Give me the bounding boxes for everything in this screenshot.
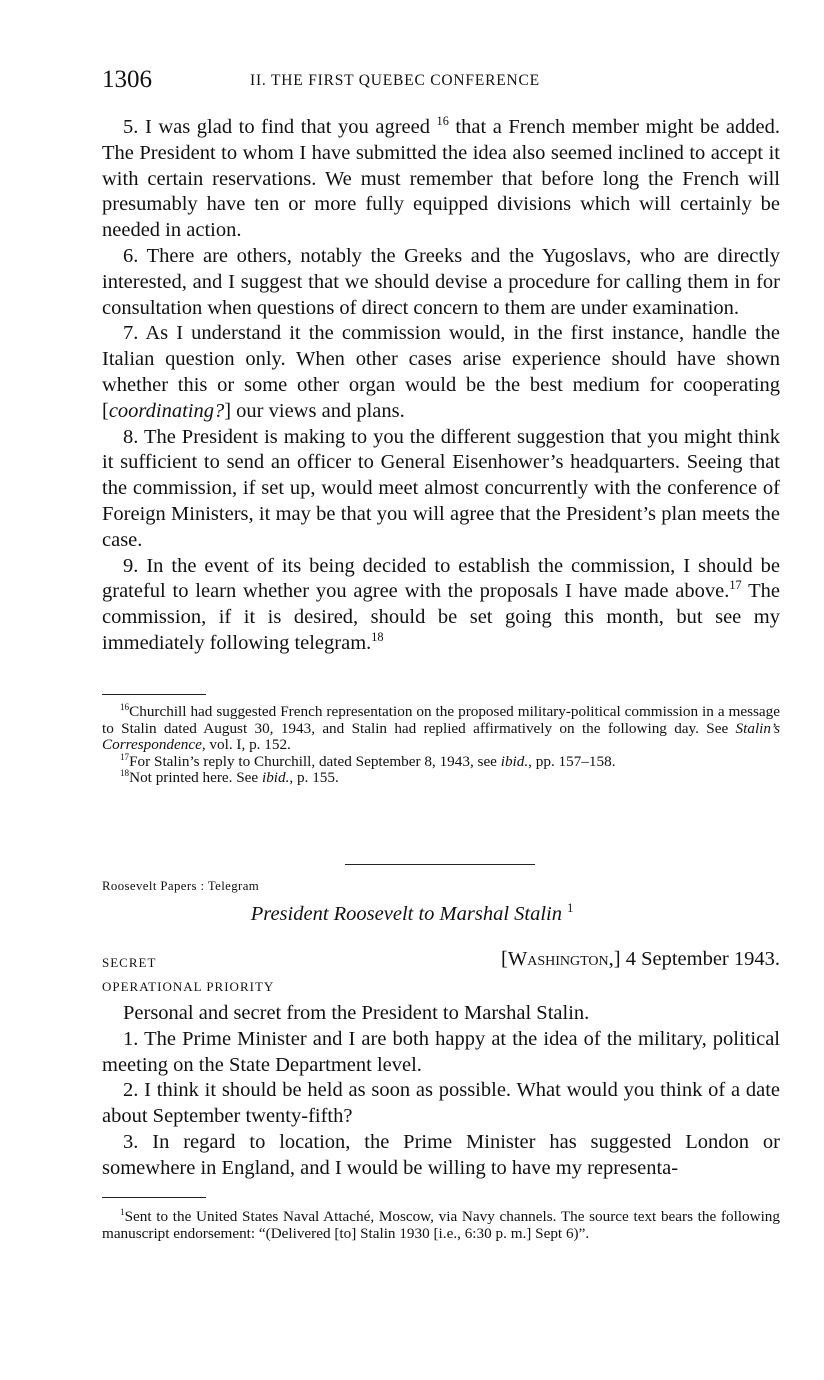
churchill-message-body [102, 115, 780, 657]
letter-paragraph-2: 2. I think it should be held as soon as possible. What would you think of a date about September twenty-fifth? [102, 1079, 780, 1128]
footnote-ref-1: 1 [567, 901, 574, 916]
classification-secret: SECRET [102, 955, 157, 970]
footnotes-top [102, 701, 780, 787]
dateline: [Washington,] 4 September 1943. [501, 948, 780, 970]
running-head: II. THE FIRST QUEBEC CONFERENCE [250, 72, 540, 89]
footnote-17: $^{17}$For Stalin’s reply to Churchill, dated September 8, 1943, see ibid., pp. 157–158. [120, 751, 616, 770]
footnote-rule [102, 694, 206, 695]
paragraph-8: 8. The President is making to you the different suggestion that you might think it sufficient to send an officer to General Eisenhower’s headquarters. Seeing that the commission, if set up, would meet almost concurrently with the conference of Foreign Ministers, it may be that you will agree that the President’s plan meets the case. [102, 425, 780, 551]
footnote-ref-18: 18 [371, 630, 384, 645]
document-title: President Roosevelt to Marshal Stalin $^1$ [250, 901, 574, 925]
section-divider [345, 864, 535, 865]
paragraph-9: 9. In the event of its being decided to establish the commission, I should be grateful to learn whether you agree with the proposals I have made above.$^{17}$ The commission, if it is desired, should be set going this month, but see my immediately following telegram.$^{18}$ [102, 554, 780, 654]
footnote-ref-16: 16 [436, 114, 449, 129]
letter-salutation: Personal and secret from the President to Marshal Stalin. [123, 1002, 590, 1024]
source-line: Roosevelt Papers : Telegram [102, 879, 260, 893]
footnotes-bottom [102, 1206, 780, 1242]
page-header [102, 66, 780, 100]
paragraph-6: 6. There are others, notably the Greeks and the Yugoslavs, who are directly interested, and I suggest that we should devise a procedure for calling them in for consultation when questions of direct concern to them are under examination. [102, 244, 780, 319]
footnote-18: $^{18}$Not printed here. See ibid., p. 155. [120, 768, 339, 787]
footnote-1: $^1$Sent to the United States Naval Attaché, Moscow, via Navy channels. The source text bears the following manuscript endorsement: “(Delivered [to] Stalin 1930 [i.e., 6:30 p. m.] Sept 6)”. [102, 1206, 780, 1242]
paragraph-7: 7. As I understand it the commission would, in the first instance, handle the Italian question only. When other cases arise experience should have shown whether this or some other organ would be the best medium for cooperating [coordinating?] our views and plans. [102, 322, 780, 422]
page-number: 1306 [102, 66, 152, 93]
classification-priority: OPERATIONAL PRIORITY [102, 979, 275, 994]
letter-paragraph-3: 3. In regard to location, the Prime Minister has suggested London or somewhere in England, and I would be willing to have my representa- [102, 1130, 780, 1179]
roosevelt-message-body [102, 1001, 780, 1182]
footnote-ref-17: 17 [729, 578, 742, 593]
footnote-16: $^{16}$Churchill had suggested French representation on the proposed military-political commission in a message to Stalin dated August 30, 1943, and Stalin had replied affirmatively on the following day. See Stalin’s Correspondence, vol. I, p. 152. [102, 701, 780, 754]
letter-paragraph-1: 1. The Prime Minister and I are both happy at the idea of the military, political meeting on the State Department level. [102, 1027, 780, 1076]
paragraph-5: 5. I was glad to find that you agreed $^{16}$ that a French member might be added. The President to whom I have submitted the idea also seemed inclined to accept it with certain reservations. We must remember that before long the French will presumably have ten or more fully equipped divisions which will certainly be needed in action. [102, 114, 780, 242]
footnote-rule-bottom [102, 1197, 206, 1198]
